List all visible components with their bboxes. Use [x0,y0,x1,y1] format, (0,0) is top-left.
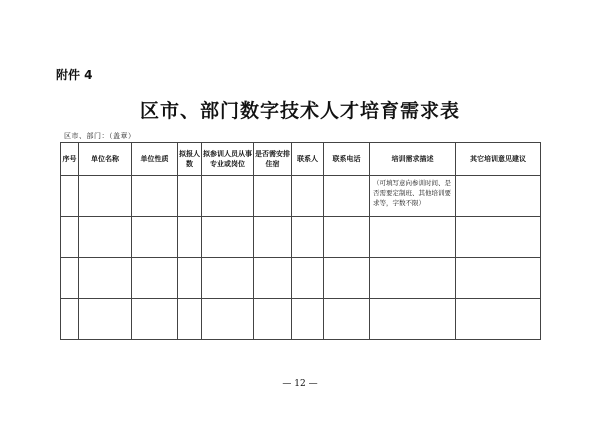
header-unit-name: 单位名称 [79,143,132,176]
cell-unit-name[interactable] [79,176,132,217]
cell-unit-name[interactable] [79,258,132,299]
department-stamp-line: 区市、部门：（盖章） [64,132,136,140]
cell-participant-position[interactable] [202,299,254,340]
header-planned-count: 拟报人数 [178,143,202,176]
cell-seq[interactable] [61,299,79,340]
cell-unit-nature[interactable] [132,299,178,340]
cell-unit-nature[interactable] [132,217,178,258]
cell-planned-count[interactable] [178,217,202,258]
training-demand-table [60,142,541,340]
cell-seq[interactable] [61,217,79,258]
table-row [61,299,541,340]
cell-unit-nature[interactable] [132,176,178,217]
cell-planned-count[interactable] [178,176,202,217]
cell-contact-phone[interactable] [324,217,370,258]
cell-lodging[interactable] [254,299,292,340]
cell-participant-position[interactable] [202,217,254,258]
header-training-desc: 培训需求描述 [370,143,456,176]
header-participant-position: 拟参训人员从事专业或岗位 [202,143,254,176]
cell-planned-count[interactable] [178,299,202,340]
attachment-label: 附件 4 [56,68,93,82]
cell-unit-name[interactable] [79,299,132,340]
page-number: — 12 — [282,379,318,389]
cell-lodging[interactable] [254,258,292,299]
training-desc-hint: （可填写意向参训时间、是否需要定制班、其他培训要求等，字数不限） [373,179,451,207]
cell-contact-phone[interactable] [324,258,370,299]
cell-participant-position[interactable] [202,258,254,299]
header-contact-phone: 联系电话 [324,143,370,176]
cell-unit-name[interactable] [79,217,132,258]
header-unit-nature: 单位性质 [132,143,178,176]
cell-other-suggestions[interactable] [456,217,541,258]
cell-planned-count[interactable] [178,258,202,299]
cell-unit-nature[interactable] [132,258,178,299]
cell-contact-person[interactable] [292,176,324,217]
cell-other-suggestions[interactable] [456,299,541,340]
cell-participant-position[interactable] [202,176,254,217]
cell-contact-person[interactable] [292,258,324,299]
header-seq: 序号 [61,143,79,176]
table-row [61,176,541,217]
cell-seq[interactable] [61,258,79,299]
cell-seq[interactable] [61,176,79,217]
table-row [61,258,541,299]
cell-training-desc[interactable] [370,217,456,258]
cell-training-desc[interactable] [370,299,456,340]
cell-contact-phone[interactable] [324,299,370,340]
header-other-suggestions: 其它培训意见建议 [456,143,541,176]
cell-training-desc[interactable] [370,258,456,299]
header-lodging: 是否需安排住宿 [254,143,292,176]
cell-contact-person[interactable] [292,217,324,258]
table-row [61,217,541,258]
cell-other-suggestions[interactable] [456,176,541,217]
page-title: 区市、部门数字技术人才培育需求表 [139,100,460,122]
cell-training-desc[interactable] [370,176,456,217]
cell-lodging[interactable] [254,217,292,258]
cell-other-suggestions[interactable] [456,258,541,299]
header-contact-person: 联系人 [292,143,324,176]
cell-contact-phone[interactable] [324,176,370,217]
table-header-row [61,143,541,176]
cell-contact-person[interactable] [292,299,324,340]
cell-lodging[interactable] [254,176,292,217]
